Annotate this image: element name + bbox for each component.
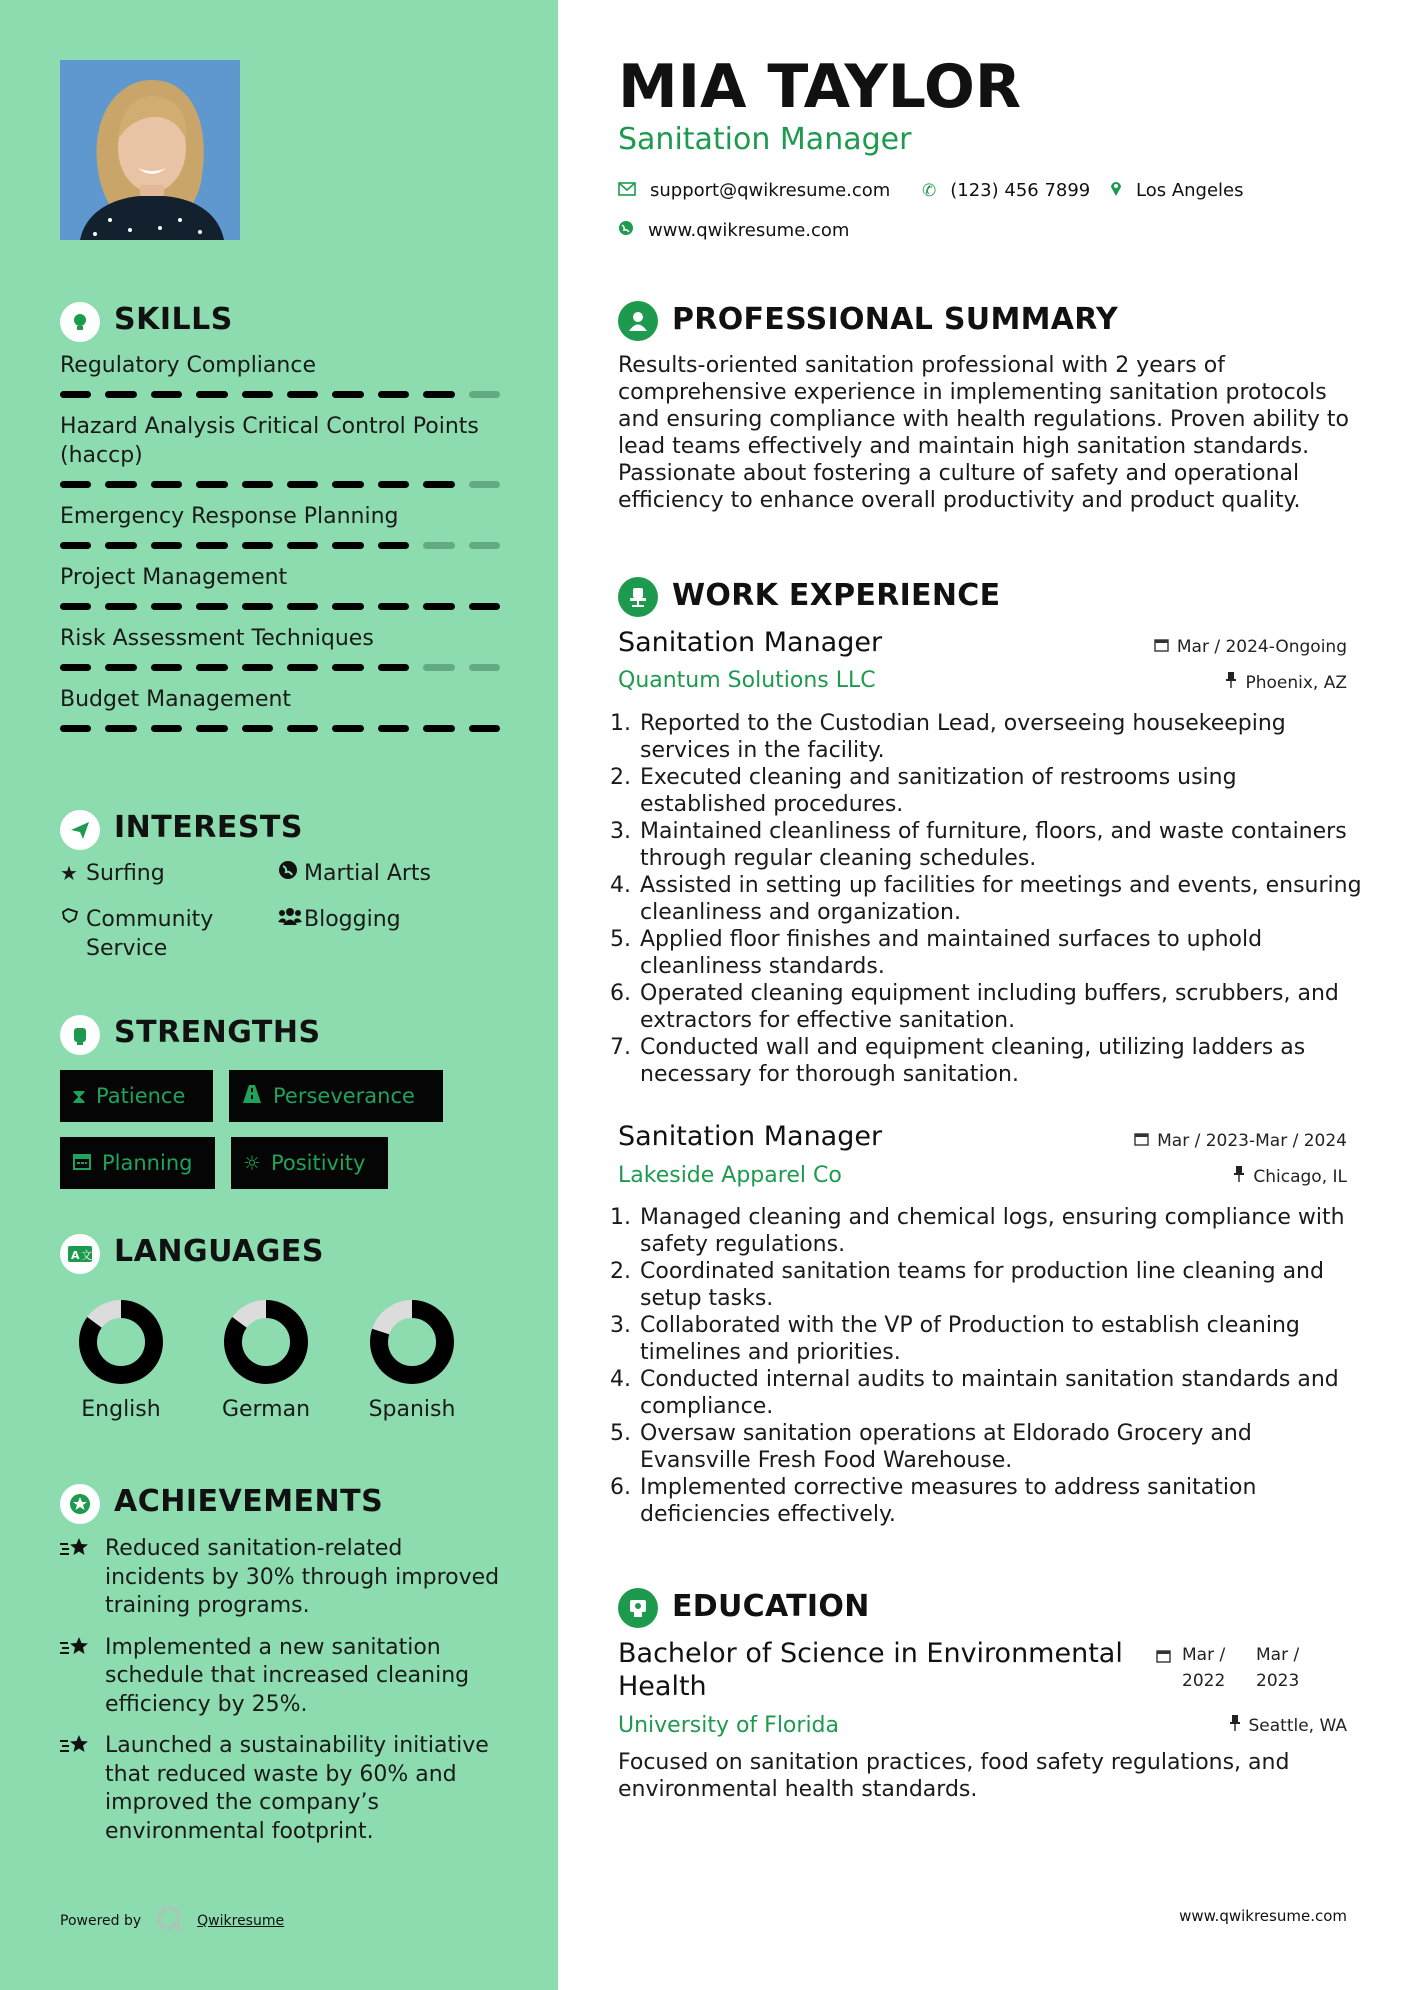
skill-item bbox=[60, 685, 500, 732]
star-badge-icon bbox=[60, 1484, 100, 1524]
education-heading: EDUCATION bbox=[672, 1589, 870, 1624]
duty-item: 7. Conducted wall and equipment cleaning, utilizing ladders as necessary for thorough sanitation. bbox=[638, 1034, 1368, 1088]
qwikresume-logo-icon bbox=[155, 1904, 185, 1938]
interest-label: Blogging bbox=[304, 907, 401, 932]
interest-label: Martial Arts bbox=[304, 861, 432, 886]
language-item bbox=[51, 1297, 191, 1422]
profile-photo bbox=[60, 60, 240, 240]
powered-by bbox=[60, 1904, 284, 1938]
skill-label: Project Management bbox=[60, 565, 288, 590]
interest-item bbox=[278, 905, 498, 934]
duty-item: 5. Oversaw sanitation operations at Eldorado Grocery and Evansville Fresh Food Warehouse. bbox=[638, 1420, 1368, 1474]
candidate-title: Sanitation Manager bbox=[618, 122, 912, 157]
duty-item: 6. Implemented corrective measures to address sanitation deficiencies effectively. bbox=[638, 1474, 1368, 1528]
experience-heading: WORK EXPERIENCE bbox=[672, 578, 1001, 613]
achievements-heading: ACHIEVEMENTS bbox=[114, 1484, 384, 1519]
skill-label: Budget Management bbox=[60, 687, 292, 712]
job-dates bbox=[1154, 637, 1347, 657]
education-text: Focused on sanitation practices, food safety regulations, and environmental health standards. bbox=[618, 1750, 1290, 1802]
job-dates bbox=[1134, 1131, 1347, 1151]
phone-text: (123) 456 7899 bbox=[950, 180, 1091, 201]
education-location bbox=[1229, 1715, 1348, 1736]
skills-heading: SKILLS bbox=[114, 302, 233, 337]
job-title: Sanitation Manager bbox=[618, 1121, 883, 1152]
achievement-text: Launched a sustainability initiative that reduced waste by 60% and improved the company’s environmental footprint. bbox=[105, 1733, 489, 1844]
strength-badge bbox=[229, 1070, 443, 1122]
duty-item: 3. Maintained cleanliness of furniture, floors, and waste containers through regular cleaning schedules. bbox=[638, 818, 1368, 872]
skill-item bbox=[60, 351, 500, 398]
svg-text:A: A bbox=[71, 1249, 80, 1262]
job-location-text: Chicago, IL bbox=[1253, 1166, 1347, 1187]
job-location bbox=[1233, 1166, 1347, 1187]
skill-item bbox=[60, 624, 500, 671]
website-text: www.qwikresume.com bbox=[648, 220, 850, 241]
education-start: Mar / 2022 bbox=[1182, 1645, 1226, 1691]
job-title: Sanitation Manager bbox=[618, 627, 883, 658]
website-contact[interactable] bbox=[618, 220, 849, 241]
languages-heading: LANGUAGES bbox=[114, 1234, 324, 1269]
skill-label: Regulatory Compliance bbox=[60, 353, 316, 378]
job-duties bbox=[618, 710, 1368, 1088]
pushpin-icon bbox=[1233, 1166, 1245, 1187]
skill-item bbox=[60, 412, 500, 488]
company-name: Quantum Solutions LLC bbox=[618, 668, 876, 693]
duty-item: 4. Conducted internal audits to maintain sanitation standards and compliance. bbox=[638, 1366, 1368, 1420]
degree-title: Bachelor of Science in Environmental Health bbox=[618, 1638, 1123, 1702]
duty-item: 4. Assisted in setting up facilities for meetings and events, ensuring cleanliness and organization. bbox=[638, 872, 1368, 926]
job-dates-text: Mar / 2024-Ongoing bbox=[1176, 637, 1347, 657]
skill-label: Hazard Analysis Critical Control Points (haccp) bbox=[60, 414, 479, 468]
job-duties bbox=[618, 1204, 1368, 1528]
language-ring bbox=[221, 1297, 311, 1387]
main-content bbox=[558, 0, 1407, 1990]
strength-badge bbox=[60, 1137, 215, 1189]
language-ring bbox=[367, 1297, 457, 1387]
location-text: Los Angeles bbox=[1136, 180, 1244, 201]
duty-item: 1. Reported to the Custodian Lead, overseeing housekeeping services in the facility. bbox=[638, 710, 1368, 764]
skill-rating bbox=[60, 481, 500, 488]
calendar-icon bbox=[72, 1151, 92, 1176]
job-dates-text: Mar / 2023-Mar / 2024 bbox=[1157, 1131, 1347, 1151]
strength-label: Planning bbox=[102, 1151, 193, 1175]
job-location-text: Phoenix, AZ bbox=[1245, 672, 1347, 693]
users-icon bbox=[278, 905, 304, 934]
paper-plane-icon bbox=[60, 810, 100, 850]
education-location-text: Seattle, WA bbox=[1248, 1715, 1347, 1736]
strengths-heading: STRENGTHS bbox=[114, 1015, 321, 1050]
interest-item bbox=[60, 859, 260, 888]
svg-text:文: 文 bbox=[81, 1249, 92, 1262]
skill-rating bbox=[60, 725, 500, 732]
language-ring bbox=[76, 1297, 166, 1387]
duty-item: 2. Executed cleaning and sanitization of restrooms using established procedures. bbox=[638, 764, 1368, 818]
skill-rating bbox=[60, 542, 500, 549]
star-icon: ★ bbox=[60, 861, 78, 885]
interest-label: Surfing bbox=[86, 861, 165, 886]
strength-label: Positivity bbox=[270, 1151, 366, 1175]
skill-item bbox=[60, 502, 500, 549]
shooting-star-icon bbox=[60, 1634, 105, 1720]
skill-item bbox=[60, 563, 500, 610]
road-icon bbox=[241, 1084, 263, 1108]
summary-heading: PROFESSIONAL SUMMARY bbox=[672, 302, 1119, 337]
skill-rating bbox=[60, 391, 500, 398]
duty-item: 2. Coordinated sanitation teams for production line cleaning and setup tasks. bbox=[638, 1258, 1368, 1312]
email-text: support@qwikresume.com bbox=[650, 180, 891, 201]
skills-list bbox=[60, 351, 500, 732]
company-name: Lakeside Apparel Co bbox=[618, 1163, 842, 1188]
summary-text: Results-oriented sanitation professional with 2 years of comprehensive experience in implementing sanitation protocols and ensuring compliance with health regulations. Proven ability to lead teams effectively and maintain high sanitation standards. Passionate about fostering a culture of safety and operational efficiency to enhance overall productivity and product quality. bbox=[618, 353, 1349, 513]
interest-label: Community Service bbox=[86, 907, 214, 961]
language-label: German bbox=[221, 1397, 311, 1422]
phone-contact[interactable] bbox=[922, 180, 1090, 201]
strength-label: Perseverance bbox=[273, 1084, 415, 1108]
pushpin-icon bbox=[1225, 672, 1237, 693]
language-item bbox=[342, 1297, 482, 1422]
fist-icon bbox=[60, 1015, 100, 1055]
achievement-text: Reduced sanitation-related incidents by 30% through improved training programs. bbox=[105, 1536, 500, 1618]
duty-item: 5. Applied floor finishes and maintained surfaces to uphold cleanliness standards. bbox=[638, 926, 1368, 980]
hourglass-icon: ⧗ bbox=[72, 1084, 87, 1108]
achievement-item bbox=[60, 1634, 500, 1720]
qwikresume-link[interactable]: Qwikresume bbox=[197, 1913, 285, 1929]
language-icon bbox=[60, 1234, 100, 1274]
location-contact bbox=[1110, 180, 1244, 201]
language-label: Spanish bbox=[368, 1397, 456, 1422]
education-end: Mar / 2023 bbox=[1256, 1645, 1300, 1691]
strength-label: Patience bbox=[96, 1084, 186, 1108]
office-chair-icon bbox=[618, 577, 658, 617]
interests-heading: INTERESTS bbox=[114, 810, 303, 845]
email-contact[interactable] bbox=[618, 180, 890, 201]
achievements-list bbox=[60, 1535, 500, 1846]
calendar-icon bbox=[1156, 1648, 1171, 1667]
phone-icon: ✆ bbox=[922, 180, 937, 201]
duty-item: 1. Managed cleaning and chemical logs, ensuring compliance with safety regulations. bbox=[638, 1204, 1368, 1258]
duty-item: 3. Collaborated with the VP of Production to establish cleaning timelines and priorities. bbox=[638, 1312, 1368, 1366]
hand-icon bbox=[60, 905, 86, 963]
skill-rating bbox=[60, 603, 500, 610]
achievement-text: Implemented a new sanitation schedule that increased cleaning efficiency by 25%. bbox=[105, 1634, 470, 1717]
skill-label: Emergency Response Planning bbox=[60, 504, 399, 529]
skill-label: Risk Assessment Techniques bbox=[60, 626, 374, 651]
sidebar bbox=[0, 0, 558, 1990]
footer-url[interactable]: www.qwikresume.com bbox=[1179, 1907, 1347, 1925]
map-pin-icon bbox=[1110, 180, 1122, 201]
interest-item bbox=[278, 859, 498, 888]
envelope-icon bbox=[618, 181, 636, 201]
job-location bbox=[1225, 672, 1347, 693]
user-icon bbox=[618, 301, 658, 341]
globe-icon bbox=[618, 220, 634, 241]
powered-by-label: Powered by bbox=[60, 1913, 142, 1929]
school-name: University of Florida bbox=[618, 1713, 839, 1738]
shooting-star-icon bbox=[60, 1732, 105, 1846]
sun-icon: ☼ bbox=[243, 1151, 261, 1175]
language-item bbox=[196, 1297, 336, 1422]
pushpin-icon bbox=[1229, 1715, 1241, 1736]
interest-item bbox=[60, 905, 260, 963]
skill-rating bbox=[60, 664, 500, 671]
language-label: English bbox=[81, 1397, 161, 1422]
lightbulb-icon bbox=[60, 302, 100, 342]
duty-item: 6. Operated cleaning equipment including buffers, scrubbers, and extractors for effective sanitation. bbox=[638, 980, 1368, 1034]
achievement-item bbox=[60, 1535, 500, 1621]
calendar-icon bbox=[1134, 1131, 1149, 1151]
strength-badge bbox=[231, 1137, 388, 1189]
globe-icon bbox=[278, 859, 304, 888]
achievement-item bbox=[60, 1732, 500, 1846]
calendar-icon bbox=[1154, 637, 1169, 657]
candidate-name: MIA TAYLOR bbox=[618, 52, 1022, 122]
graduation-icon bbox=[618, 1588, 658, 1628]
shooting-star-icon bbox=[60, 1535, 105, 1621]
strength-badge bbox=[60, 1070, 213, 1122]
